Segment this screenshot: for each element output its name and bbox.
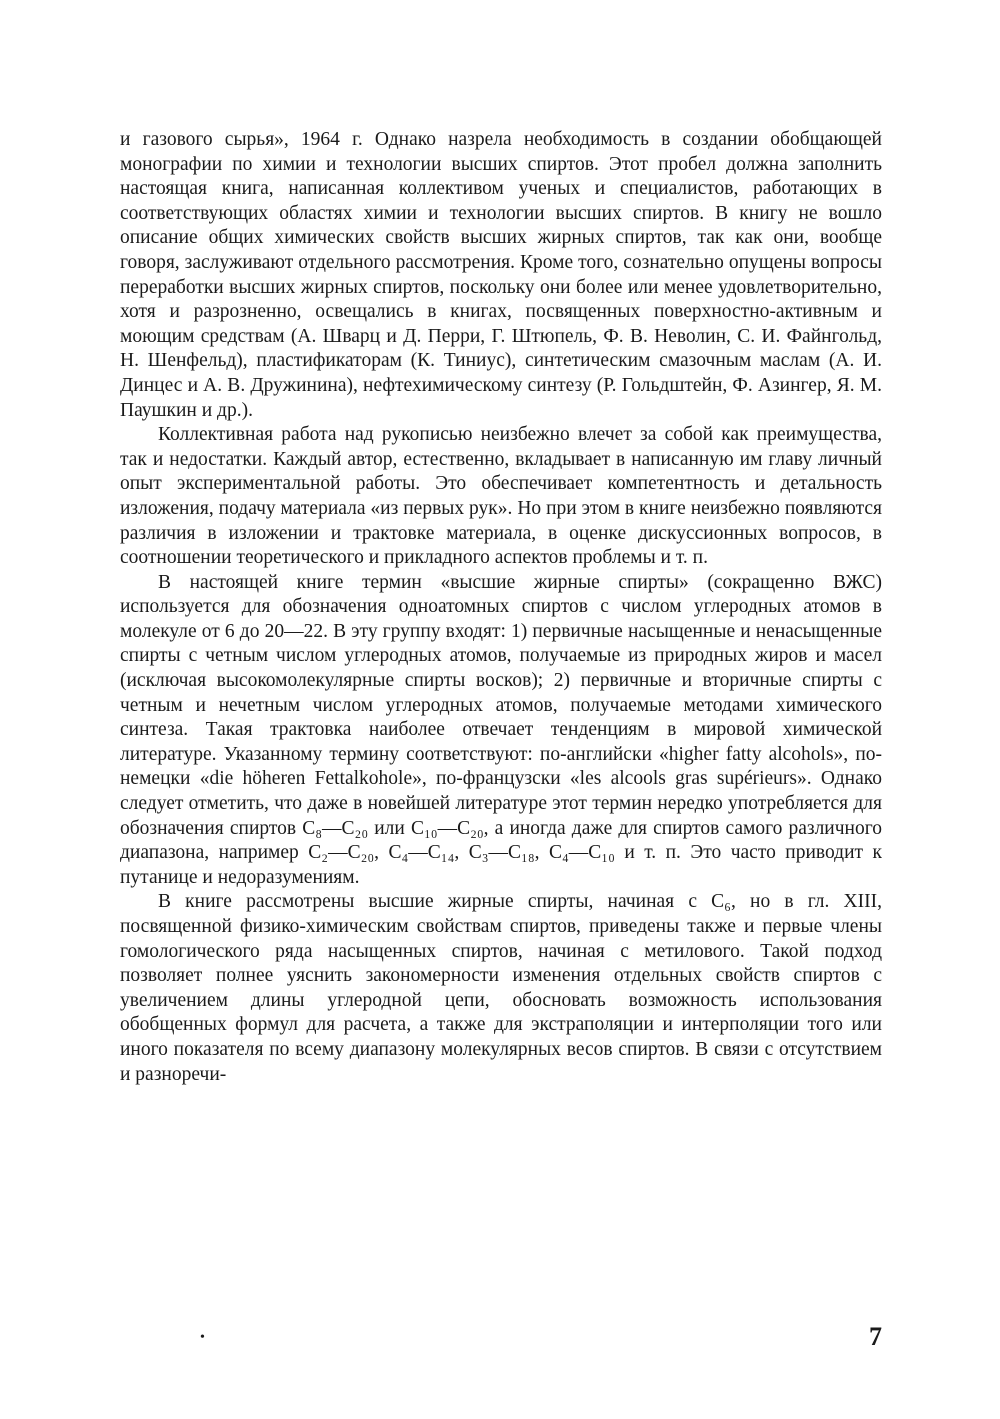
paragraph: Коллективная работа над рукописью неизбежно влечет за собой как преимущества, так и недостатки. Каждый автор, естественно, вкладывает в написанную им главу личный опыт экспериментальной работы. Это обеспечивает компетентность и детальность изложения, подачу материала «из первых рук». Но при этом в книге неизбежно появляются различия в изложении и трактовке материала, в оценке дискуссионных вопросов, в соотношении теоретического и прикладного аспектов проблемы и т. п. xyxy=(120,424,882,569)
paragraph: и газового сырья», 1964 г. Однако назрела необходимость в создании обобщающей монографии по химии и технологии высших спиртов. Этот пробел должна заполнить настоящая книга, написанная коллективом ученых и специалистов, работающих в соответствующих областях химии и технологии высших спиртов. В книгу не вошло описание общих химических свойств высших жирных спиртов, так как они, вообще говоря, заслуживают отдельного рассмотрения. Кроме того, сознательно опущены вопросы переработки высших жирных спиртов, поскольку они более или менее удовлетворительно, хотя и разрозненно, освещались в книгах, посвященных поверхностно-активным и моющим средствам (А. Шварц и Д. Перри, Г. Штюпель, Ф. В. Неволин, С. И. Файнгольд, Н. Шенфельд), пластификаторам (К. Тиниус), синтетическим смазочным маслам (А. И. Динцес и А. В. Дружинина), нефтехимическому синтезу (Р. Гольдштейн, Ф. Азингер, Я. М. Паушкин и др.). xyxy=(120,129,882,421)
page-number: 7 xyxy=(869,1322,882,1351)
paragraph: В книге рассмотрены высшие жирные спирты, начиная с С₆, но в гл. XIII, посвященной физико-химическим свойствам спиртов, приведены также и первые члены гомологического ряда насыщенных спиртов, начиная с метилового. Такой подход позволяет полнее уяснить закономерности изменения отдельных свойств спиртов с увеличением длины углеродной цепи, обосновать возможность использования обобщенных формул для расчета, а также для экстраполяции и интерполяции того или иного показателя по всему диапазону молекулярных весов спиртов. В связи с отсутствием и разноречи- xyxy=(120,891,882,1085)
paragraph: В настоящей книге термин «высшие жирные спирты» (сокращенно ВЖС) используется для обозначения одноатомных спиртов с числом углеродных атомов в молекуле от 6 до 20—22. В эту группу входят: 1) первичные насыщенные и ненасыщенные спирты с четным числом углеродных атомов, получаемые из природных жиров и масел (исключая высокомолекулярные спирты восков); 2) первичные и вторичные спирты с четным и нечетным числом углеродных атомов, получаемые методами химического синтеза. Такая трактовка наиболее отвечает тенденциям в мировой химической литературе. Указанному термину соответствуют: по-английски «higher fatty alcohols», по-немецки «die höheren Fettalkohole», по-французски «les alcools gras supérieurs». Однако следует отметить, что даже в новейшей литературе этот термин нередко употребляется для обозначения спиртов С₈—С₂₀ или С₁₀—С₂₀, а иногда даже для спиртов самого различного диапазона, например С₂—С₂₀, С₄—С₁₄, С₃—С₁₈, С₄—С₁₀ и т. п. Это часто приводит к путанице и недоразумениям. xyxy=(120,571,882,888)
footer-mark: • xyxy=(200,1330,205,1345)
page-body xyxy=(120,128,882,1087)
